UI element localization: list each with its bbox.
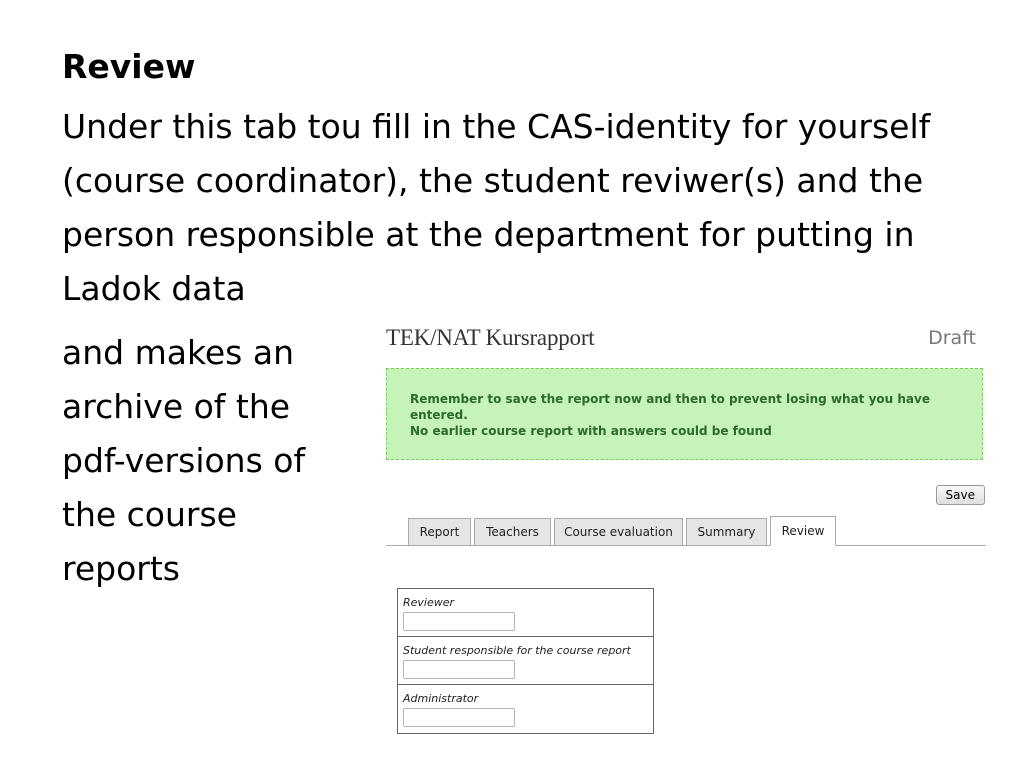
student-responsible-input[interactable] [403,660,515,679]
review-form [397,588,654,734]
reviewer-input[interactable] [403,612,515,631]
reviewer-label: Reviewer [403,596,455,609]
slide-heading: Review [62,47,196,86]
slide-intro-text: Under this tab tou fill in the CAS-identity for yourself (course coordinator), the student reviwer(s) and the person responsible at the department for putting in Ladok data [62,107,931,308]
tab-report[interactable]: Report [408,518,471,546]
course-report-app [386,322,986,742]
notice-save-reminder: Remember to save the report now and then to prevent losing what you have entered. [410,392,930,422]
administrator-label: Administrator [403,692,479,705]
report-status-label: Draft [928,327,976,349]
tab-summary[interactable]: Summary [686,518,767,546]
tab-review[interactable]: Review [770,516,836,546]
app-title: TEK/NAT Kursrapport [386,325,595,350]
reviewer-row [398,589,653,637]
save-button[interactable]: Save [936,485,985,505]
notice-no-earlier-report: No earlier course report with answers could be found [410,424,772,438]
student-responsible-label: Student responsible for the course report [403,644,631,657]
student-responsible-row [398,637,653,685]
save-reminder-notice [386,368,983,460]
slide-side-text: and makes an archive of the pdf-versions of the course reports [62,333,306,588]
administrator-row [398,685,653,733]
report-tabs [386,516,986,546]
administrator-input[interactable] [403,708,515,727]
tab-course-evaluation[interactable]: Course evaluation [554,518,683,546]
tab-teachers[interactable]: Teachers [474,518,551,546]
